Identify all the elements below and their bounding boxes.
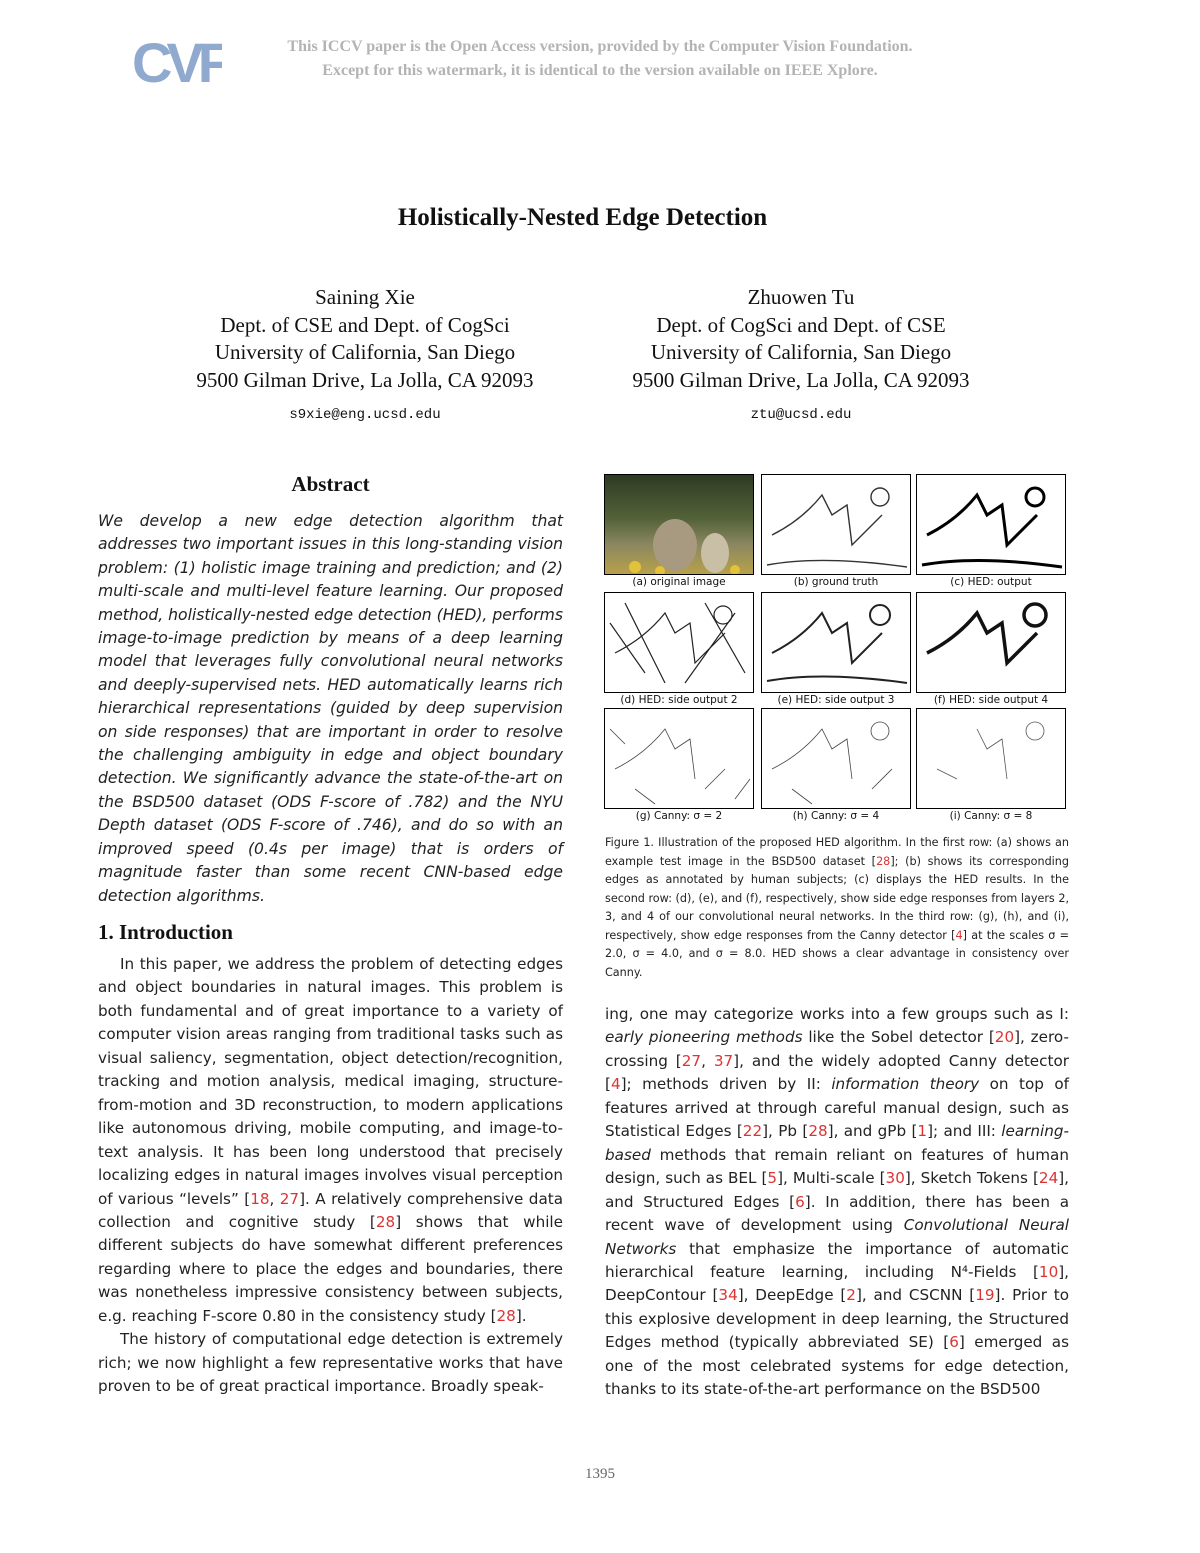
citation-link[interactable]: 6 [949,1333,959,1352]
author-univ: University of California, San Diego [650,340,952,364]
watermark-line-2: Except for this watermark, it is identical to the version available on IEEE Xplore. [322,62,878,79]
panel-canny-4 [761,708,911,809]
citation-link[interactable]: 30 [885,1169,905,1188]
author-email: s9xie@eng.ucsd.edu [289,407,441,423]
panel-original-image [604,474,754,575]
panel-side-output-3 [761,592,911,693]
panel-canny-8 [916,708,1066,809]
watermark-line-1: This ICCV paper is the Open Access version, provided by the Computer Vision Foundation. [287,38,913,55]
citation-link[interactable]: 2 [846,1286,856,1305]
author-name: Zhuowen Tu [747,285,855,309]
citation-link[interactable]: 37 [713,1051,734,1070]
citation-link[interactable]: 28 [375,1212,396,1231]
emphasis: Convolutional Neural Networks [605,1216,1069,1258]
author-block-2 [586,284,1016,430]
panel-label: (i) Canny: σ = 8 [949,810,1033,822]
panel-side-output-2 [604,592,754,693]
paper-title: Holistically-Nested Edge Detection [397,204,768,231]
abstract-text: We develop a new edge detection algorithm that addresses two important issues in this long-standing vision problem: (1) holistic image training and prediction; and (2) multi-scale and multi-level feature learning. Our proposed method, holistically-nested edge detection (HED), performs image-to-image prediction by means of a deep learning model that leverages fully convolutional neural networks and deeply-supervised nets. HED automatically learns rich hierarchical representations (guided by deep supervision on side responses) that are important in order to resolve the challenging ambiguity in edge and object boundary detection. We significantly advance the state-of-the-art on the BSD500 dataset (ODS F-score of .782) and the NYU Depth dataset (ODS F-score of .746), and do so with an improved speed (0.4s per image) that is orders of magnitude faster than some recent CNN-based edge detection algorithms. [98,512,563,905]
author-dept: Dept. of CogSci and Dept. of CSE [656,312,946,337]
abstract-heading: Abstract [291,472,370,496]
citation-link[interactable]: 27 [279,1189,300,1208]
figure-caption: Figure 1. Illustration of the proposed HED algorithm. In the first row: (a) shows an example test image in the BSD500 dataset [28]; (b) shows its corresponding edges as annotated by human subjects; (c) displays the HED results. In the second row: (d), (e), and (f), respectively, show side edge responses from layers 2, 3, and 4 of our convolutional neural networks. In the third row: (g), (h), and (i), respectively, show edge responses from the Canny detector [4] at the scales σ = 2.0, σ = 4.0, and σ = 8.0. HED shows a clear advantage in consistency over Canny. [605,836,1069,979]
panel-label: (f) HED: side output 4 [933,694,1049,706]
panel-label: (g) Canny: σ = 2 [635,810,723,822]
citation-link[interactable]: 4 [610,1075,621,1094]
citation-link[interactable]: 24 [1038,1169,1059,1188]
panel-label: (b) ground truth [793,576,879,588]
citation-link[interactable]: 19 [975,1286,995,1305]
author-univ: University of California, San Diego [214,340,516,364]
citation-link[interactable]: 34 [718,1286,738,1305]
author-block-1 [150,284,580,430]
panel-label: (e) HED: side output 3 [777,694,895,706]
citation-link[interactable]: 5 [767,1169,778,1188]
panel-canny-2 [604,708,754,809]
author-address: 9500 Gilman Drive, La Jolla, CA 92093 [632,367,970,392]
author-address: 9500 Gilman Drive, La Jolla, CA 92093 [196,367,534,392]
citation-link[interactable]: 4 [955,928,963,942]
intro-body [98,953,563,1399]
citation-link[interactable]: 10 [1038,1262,1059,1281]
emphasis: learning-based [605,1122,1069,1164]
panel-label: (d) HED: side output 2 [620,694,738,706]
page-number: 1395 [585,1466,615,1482]
citation-link[interactable]: 18 [250,1189,270,1208]
citation-link[interactable]: 20 [994,1028,1015,1047]
intro-paragraph-1: In this paper, we address the problem of detecting edges and object boundaries in natural images. This problem is both fundamental and of great importance to a variety of computer vision areas ranging from traditional tasks such as visual saliency, segmentation, object detection/recognition, tracking and motion analysis, medical imaging, structure-from-motion and 3D reconstruction, to modern applications like autonomous driving, mobile computing, and image-to-text analysis. It has been long understood that precisely localizing edges in natural images involves visual perception of various “levels” [18, 27]. A relatively comprehensive data collection and cognitive study [28] shows that while different subjects do have somewhat different preferences regarding where to place the edges and boundaries, there was nonetheless impressive consistency between subjects, e.g. reaching F-score 0.80 in the consistency study [28]. [98,955,564,1325]
citation-link[interactable]: 28 [808,1122,828,1141]
panel-side-output-4 [916,592,1066,693]
citation-link[interactable]: 28 [876,854,891,868]
panel-label: (c) HED: output [950,576,1032,588]
panel-label: (h) Canny: σ = 4 [792,810,880,822]
citation-link[interactable]: 1 [917,1122,928,1141]
citation-link[interactable]: 6 [795,1192,805,1211]
intro-heading: 1. Introduction [98,920,233,944]
intro-paragraph-2: The history of computational edge detection is extremely rich; we now highlight a few representative works that have proven to be of great practical importance. Broadly speak- [98,1330,563,1396]
panel-ground-truth [761,474,911,575]
citation-link[interactable]: 27 [681,1051,702,1070]
right-column-paragraph: ing, one may categorize works into a few groups such as I: early pioneering methods like the Sobel detector [20], zero-crossing [27, 37], and the widely adopted Canny detector [4]; methods driven by II: information theory on top of features arrived at through careful manual design, such as Statistical Edges [22], Pb [28], and gPb [1]; and III: learning-based methods that remain reliant on features of human design, such as BEL [5], Multi-scale [30], Sketch Tokens [24], and Structured Edges [6]. In addition, there has been a recent wave of development using Convolutional Neural Networks that emphasize the importance of automatic hierarchical feature learning, including N⁴-Fields [10], DeepContour [34], DeepEdge [2], and CSCNN [19]. Prior to this explosive development in deep learning, the Structured Edges method (typically abbreviated SE) [6] emerged as one of the most celebrated systems for edge detection, thanks to its state-of-the-art performance on the BSD500 [605,1005,1070,1399]
emphasis: early pioneering methods [605,1028,803,1047]
svg-text:CVF: CVF [132,31,222,92]
citation-link[interactable]: 28 [496,1306,516,1325]
emphasis: information theory [831,1075,980,1094]
panel-hed-output [916,474,1066,575]
author-name: Saining Xie [315,285,415,309]
panel-label: (a) original image [632,576,726,588]
author-dept: Dept. of CSE and Dept. of CogSci [220,312,510,337]
citation-link[interactable]: 22 [742,1122,763,1141]
right-column-body [605,1003,1069,1402]
author-email: ztu@ucsd.edu [750,407,852,423]
